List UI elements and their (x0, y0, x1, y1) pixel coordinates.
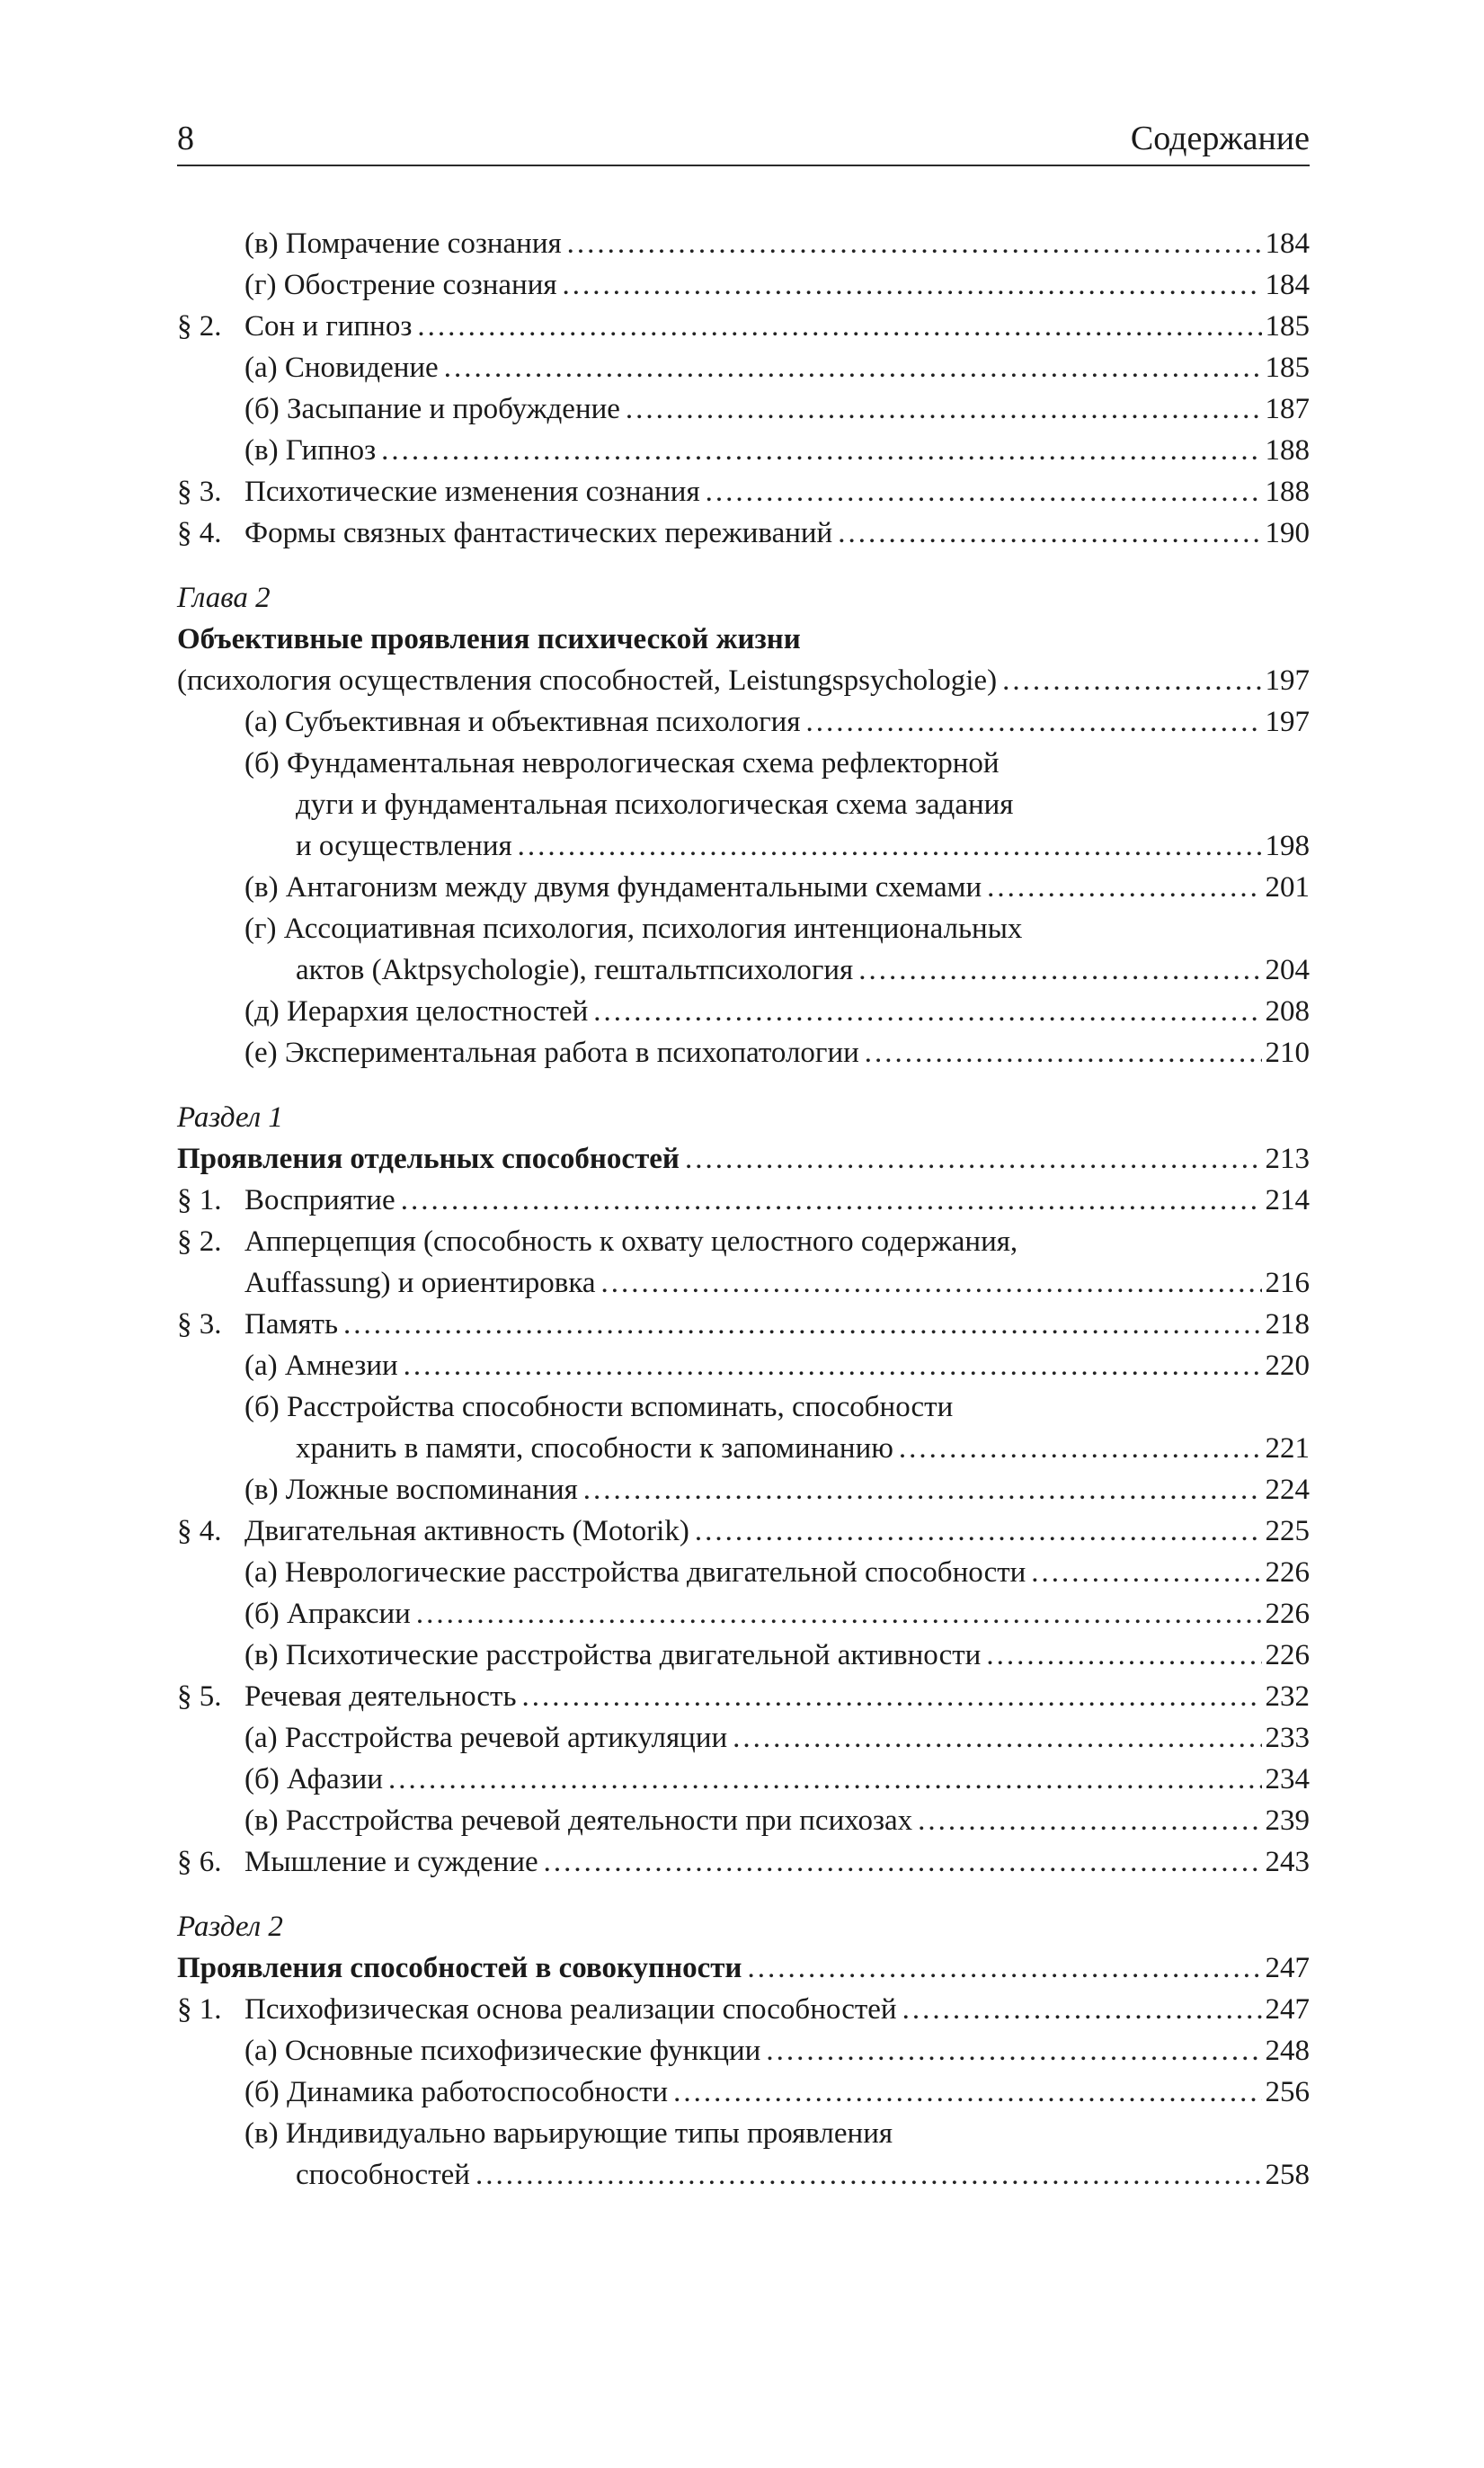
toc-entry (177, 784, 1310, 825)
toc-page-number: 188 (1265, 434, 1310, 467)
toc-entry-title: дуги и фундаментальная психологическая схема задания (296, 784, 1018, 825)
toc-entry-title: (а) Неврологические расстройства двигательной способности (244, 1552, 1031, 1593)
toc-page-number: 197 (1265, 664, 1310, 697)
toc-entry-title: (в) Расстройства речевой деятельности при психозах (244, 1800, 918, 1841)
dot-leader (673, 2072, 1261, 2113)
toc-entry-title: Мышление и суждение (244, 1841, 544, 1883)
header-rule (177, 165, 1310, 166)
toc-entry-title: (д) Иерархия целостностей (244, 991, 593, 1032)
dot-leader (381, 430, 1261, 471)
page-number: 8 (177, 120, 194, 157)
toc-entry (177, 1717, 1310, 1759)
toc-entry-row (244, 743, 1005, 784)
toc-page-number: 234 (1265, 1763, 1310, 1795)
toc-entry-title: Апперцепция (способность к охвату целостного содержания, (244, 1221, 1023, 1262)
toc-entry (177, 388, 1310, 430)
dot-leader (986, 1635, 1261, 1676)
section-number: § 1. (177, 1184, 222, 1216)
toc-page-number: 243 (1265, 1846, 1310, 1878)
toc-entry-title: Проявления способностей в совокупности (177, 1947, 747, 1989)
dot-leader (747, 1947, 1261, 1989)
toc-entry-title: (в) Помрачение сознания (244, 223, 567, 264)
dot-leader (838, 512, 1261, 554)
dot-leader (475, 2154, 1262, 2196)
toc-entry (177, 1989, 1310, 2030)
toc-entry (177, 660, 1310, 701)
toc-page-number: 248 (1265, 2035, 1310, 2067)
toc-page-number: 232 (1265, 1680, 1310, 1713)
toc-entry (177, 1841, 1310, 1883)
toc-entry-row (244, 701, 1310, 743)
toc-entry-row (244, 264, 1310, 306)
toc-entry (177, 1428, 1310, 1469)
toc-entry (177, 264, 1310, 306)
toc-page-number: 216 (1265, 1267, 1310, 1299)
toc-entry-row (296, 1428, 1310, 1469)
toc-entry (177, 223, 1310, 264)
dot-leader (544, 1841, 1262, 1883)
toc-entry (177, 1138, 1310, 1180)
toc-entry (177, 1552, 1310, 1593)
toc-entry-row (244, 1221, 1023, 1262)
toc-entry (177, 908, 1310, 949)
toc-entry-row (244, 430, 1310, 471)
toc-page-number: 221 (1265, 1432, 1310, 1465)
toc-entry-title: (б) Расстройства способности вспоминать, способности (244, 1386, 958, 1428)
toc-entry (177, 1635, 1310, 1676)
toc-page-number: 224 (1265, 1474, 1310, 1506)
toc-page-number: 197 (1265, 706, 1310, 738)
toc-entry-row (177, 660, 1310, 701)
dot-leader (1002, 660, 1261, 701)
toc-page-number: 208 (1265, 995, 1310, 1028)
toc-entry-row (244, 1676, 1310, 1717)
toc-entry-title: Проявления отдельных способностей (177, 1138, 685, 1180)
toc-page-number: 226 (1265, 1556, 1310, 1589)
toc-entry-title: (в) Гипноз (244, 430, 381, 471)
toc-entry (177, 512, 1310, 554)
toc-entry-title: Формы связных фантастических переживаний (244, 512, 838, 554)
toc-entry-row (244, 1386, 958, 1428)
toc-page-number: 225 (1265, 1515, 1310, 1547)
toc-entry (177, 619, 1310, 660)
toc-entry-row (244, 908, 1027, 949)
toc-entry-title: (б) Засыпание и пробуждение (244, 388, 626, 430)
toc-entry (177, 1262, 1310, 1304)
toc-page-number: 218 (1265, 1308, 1310, 1341)
dot-leader (902, 1989, 1262, 2030)
toc-page-number: 184 (1265, 227, 1310, 260)
toc-entry-title: хранить в памяти, способности к запоминанию (296, 1428, 899, 1469)
dot-leader (563, 264, 1262, 306)
toc-entry-title: (а) Сновидение (244, 347, 444, 388)
section-number: § 5. (177, 1680, 222, 1713)
toc-entry-title: (в) Антагонизм между двумя фундаментальными схемами (244, 867, 987, 908)
toc-entry-row (244, 347, 1310, 388)
toc-entry-title: (б) Фундаментальная неврологическая схема рефлекторной (244, 743, 1005, 784)
dot-leader (567, 223, 1262, 264)
dot-leader (404, 1345, 1262, 1386)
toc-entry-row (244, 1552, 1310, 1593)
toc-entry-row (177, 1906, 289, 1947)
toc-entry (177, 1510, 1310, 1552)
toc-entry-title: Память (244, 1304, 343, 1345)
toc-page-number: 256 (1265, 2076, 1310, 2108)
toc-entry-title: Объективные проявления психической жизни (177, 619, 806, 660)
dot-leader (522, 1676, 1262, 1717)
toc-entry-title: (г) Ассоциативная психология, психология интенциональных (244, 908, 1027, 949)
toc-entry-title: Раздел 1 (177, 1097, 289, 1138)
dot-leader (417, 306, 1261, 347)
dot-leader (918, 1800, 1261, 1841)
toc-entry-row (244, 1593, 1310, 1635)
toc-page-number: 210 (1265, 1037, 1310, 1069)
toc-entry (177, 867, 1310, 908)
toc-page-number: 247 (1265, 1993, 1310, 2026)
toc-entry (177, 1906, 1310, 1947)
toc-entry-title: (в) Индивидуально варьирующие типы проявления (244, 2113, 898, 2154)
toc-page-number: 226 (1265, 1598, 1310, 1630)
toc-entry (177, 1759, 1310, 1800)
toc-page-number: 190 (1265, 517, 1310, 549)
toc-entry-row (244, 1800, 1310, 1841)
toc-entry (177, 2072, 1310, 2113)
toc-entry-row (244, 2072, 1310, 2113)
toc-entry-title: (г) Обострение сознания (244, 264, 563, 306)
toc-entry (177, 991, 1310, 1032)
dot-leader (858, 949, 1261, 991)
dot-leader (987, 867, 1261, 908)
toc-entry-title: (а) Основные психофизические функции (244, 2030, 766, 2072)
toc-entry-row (177, 619, 806, 660)
toc-entry (177, 1180, 1310, 1221)
toc-page-number: 213 (1265, 1143, 1310, 1175)
dot-leader (518, 825, 1262, 867)
section-number: § 2. (177, 1225, 222, 1258)
toc-entry-row (244, 1304, 1310, 1345)
toc-entry (177, 701, 1310, 743)
dot-leader (416, 1593, 1262, 1635)
toc-entry (177, 471, 1310, 512)
table-of-contents (177, 223, 1310, 2196)
dot-leader (806, 701, 1262, 743)
dot-leader (865, 1032, 1262, 1074)
toc-entry-title: способностей (296, 2154, 475, 2196)
toc-entry-row (244, 2030, 1310, 2072)
toc-entry-title: Глава 2 (177, 577, 276, 619)
toc-entry-row (177, 1947, 1310, 1989)
toc-entry-row (296, 2154, 1310, 2196)
toc-entry (177, 577, 1310, 619)
toc-page-number: 258 (1265, 2159, 1310, 2191)
toc-entry (177, 2154, 1310, 2196)
dot-leader (899, 1428, 1262, 1469)
toc-entry (177, 1304, 1310, 1345)
toc-entry-title: (а) Расстройства речевой артикуляции (244, 1717, 733, 1759)
dot-leader (1031, 1552, 1261, 1593)
toc-page-number: 185 (1265, 352, 1310, 384)
toc-entry-row (244, 1262, 1310, 1304)
toc-entry (177, 1097, 1310, 1138)
dot-leader (706, 471, 1262, 512)
toc-entry (177, 306, 1310, 347)
toc-entry (177, 1947, 1310, 1989)
toc-entry-row (244, 471, 1310, 512)
section-number: § 3. (177, 476, 222, 508)
toc-entry (177, 1593, 1310, 1635)
toc-entry-row (244, 1510, 1310, 1552)
toc-entry-row (177, 577, 276, 619)
toc-entry-title: Двигательная активность (Motorik) (244, 1510, 695, 1552)
toc-entry-row (244, 1635, 1310, 1676)
toc-page-number: 214 (1265, 1184, 1310, 1216)
toc-entry-row (244, 1180, 1310, 1221)
dot-leader (626, 388, 1262, 430)
toc-entry-title: Психофизическая основа реализации способностей (244, 1989, 902, 2030)
toc-entry (177, 430, 1310, 471)
dot-leader (685, 1138, 1262, 1180)
toc-page-number: 233 (1265, 1722, 1310, 1754)
toc-entry (177, 2030, 1310, 2072)
dot-leader (733, 1717, 1261, 1759)
dot-leader (343, 1304, 1261, 1345)
toc-entry (177, 2113, 1310, 2154)
toc-entry-title: Восприятие (244, 1180, 401, 1221)
toc-page-number: 201 (1265, 871, 1310, 904)
running-header (177, 115, 1310, 162)
toc-entry-row (296, 784, 1018, 825)
toc-entry (177, 743, 1310, 784)
toc-entry-row (177, 1097, 289, 1138)
toc-entry-row (244, 388, 1310, 430)
toc-entry-row (244, 1717, 1310, 1759)
dot-leader (444, 347, 1262, 388)
toc-entry-title: актов (Aktpsychologie), гештальтпсихология (296, 949, 858, 991)
toc-entry-title: (б) Динамика работоспособности (244, 2072, 673, 2113)
toc-entry-row (244, 1032, 1310, 1074)
toc-entry-row (296, 949, 1310, 991)
toc-entry-row (244, 1759, 1310, 1800)
toc-entry-row (244, 991, 1310, 1032)
toc-entry-title: (е) Экспериментальная работа в психопатологии (244, 1032, 865, 1074)
dot-leader (593, 991, 1261, 1032)
toc-entry-title: Раздел 2 (177, 1906, 289, 1947)
toc-entry-row (244, 512, 1310, 554)
toc-entry-title: Психотические изменения сознания (244, 471, 706, 512)
toc-entry (177, 1469, 1310, 1510)
toc-entry (177, 1800, 1310, 1841)
toc-entry-title: Сон и гипноз (244, 306, 417, 347)
running-title: Содержание (1130, 120, 1310, 157)
toc-page-number: 185 (1265, 310, 1310, 343)
toc-entry (177, 1032, 1310, 1074)
toc-page-number: 239 (1265, 1804, 1310, 1837)
toc-entry (177, 1676, 1310, 1717)
toc-entry-row (244, 306, 1310, 347)
toc-entry-title: Речевая деятельность (244, 1676, 522, 1717)
toc-entry-title: (а) Амнезии (244, 1345, 404, 1386)
dot-leader (401, 1180, 1262, 1221)
section-number: § 4. (177, 517, 222, 549)
toc-entry (177, 1221, 1310, 1262)
toc-page-number: 220 (1265, 1350, 1310, 1382)
toc-entry-row (244, 1469, 1310, 1510)
toc-page-number: 204 (1265, 954, 1310, 986)
toc-entry-row (244, 1989, 1310, 2030)
toc-entry (177, 347, 1310, 388)
toc-entry (177, 1386, 1310, 1428)
section-number: § 4. (177, 1515, 222, 1547)
toc-entry-title: (а) Субъективная и объективная психология (244, 701, 806, 743)
toc-entry-row (177, 1138, 1310, 1180)
dot-leader (766, 2030, 1261, 2072)
toc-entry-row (244, 223, 1310, 264)
toc-entry (177, 949, 1310, 991)
toc-entry-title: (б) Афазии (244, 1759, 388, 1800)
toc-page-number: 247 (1265, 1952, 1310, 1984)
toc-entry-row (296, 825, 1310, 867)
section-number: § 6. (177, 1846, 222, 1878)
toc-page-number: 198 (1265, 830, 1310, 862)
toc-page-number: 188 (1265, 476, 1310, 508)
section-number: § 3. (177, 1308, 222, 1341)
toc-page-number: 226 (1265, 1639, 1310, 1671)
toc-entry-row (244, 1345, 1310, 1386)
toc-entry (177, 825, 1310, 867)
toc-entry-row (244, 1841, 1310, 1883)
toc-entry (177, 1345, 1310, 1386)
dot-leader (695, 1510, 1262, 1552)
toc-entry-title: Auffassung) и ориентировка (244, 1262, 601, 1304)
toc-entry-title: и осуществления (296, 825, 518, 867)
toc-page-number: 184 (1265, 269, 1310, 301)
toc-entry-title: (психология осуществления способностей, Leistungspsychologie) (177, 660, 1002, 701)
toc-entry-row (244, 2113, 898, 2154)
section-number: § 1. (177, 1993, 222, 2026)
dot-leader (388, 1759, 1262, 1800)
toc-entry-title: (б) Апраксии (244, 1593, 416, 1635)
toc-entry-title: (в) Психотические расстройства двигательной активности (244, 1635, 986, 1676)
toc-page-number: 187 (1265, 393, 1310, 425)
toc-entry-title: (в) Ложные воспоминания (244, 1469, 583, 1510)
toc-entry-row (244, 867, 1310, 908)
dot-leader (583, 1469, 1262, 1510)
dot-leader (601, 1262, 1262, 1304)
section-number: § 2. (177, 310, 222, 343)
